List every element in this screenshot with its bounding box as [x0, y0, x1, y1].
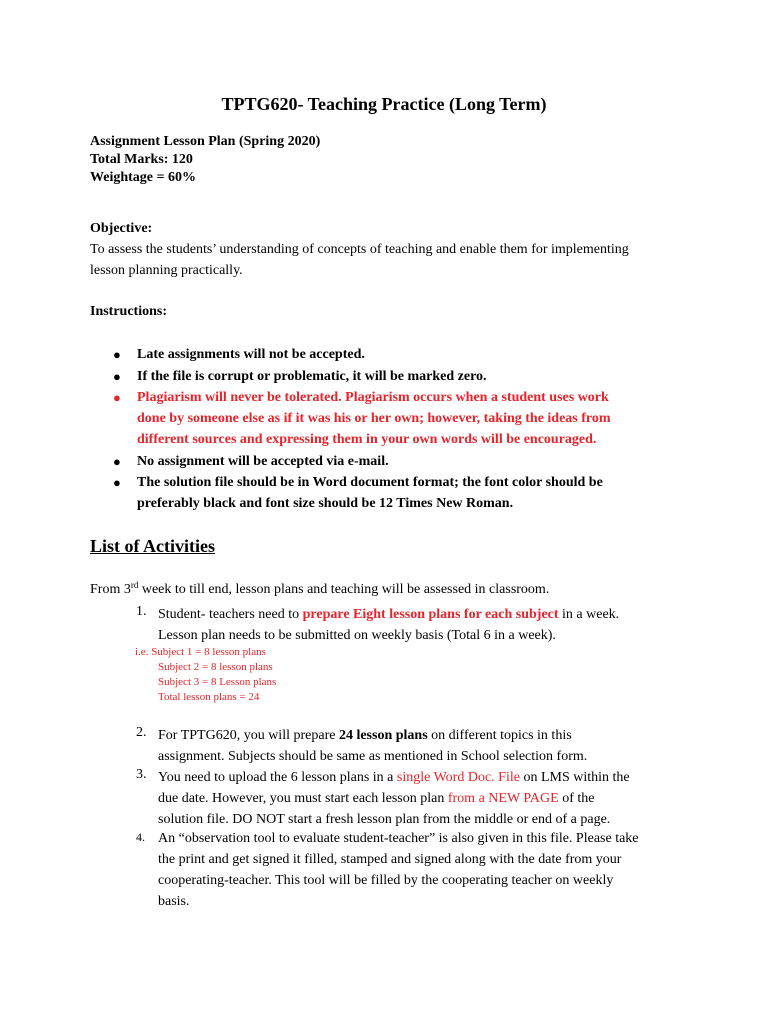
total-marks: Total Marks: 120 [90, 152, 193, 167]
activity-1-line-1 [158, 604, 619, 625]
activity-3-text-2-end: of the [558, 791, 595, 806]
bullet-icon: ● [113, 475, 121, 490]
bullet-icon: ● [113, 369, 121, 384]
instruction-item-2: If the file is corrupt or problematic, it will be marked zero. [137, 369, 487, 384]
instruction-item-3-line-1: Plagiarism will never be tolerated. Plagiarism occurs when a student uses work [137, 390, 609, 405]
activity-4-line-4: basis. [158, 894, 190, 909]
objective-heading: Objective: [90, 221, 153, 236]
intro-superscript: rd [130, 580, 139, 590]
activity-4-line-2: the print and get signed it filled, stamped and signed along with the date from your [158, 852, 622, 867]
activities-intro [90, 582, 549, 598]
objective-line-1: To assess the students’ understanding of concepts of teaching and enable them for implementing [90, 242, 629, 257]
instruction-item-5-line-2: preferably black and font size should be 12 Times New Roman. [137, 496, 514, 511]
activity-2-line-2: assignment. Subjects should be same as mentioned in School selection form. [158, 749, 588, 764]
activity-1-highlight: prepare Eight lesson plans for each subject [302, 607, 559, 622]
activity-2-bold: 24 lesson plans [338, 728, 428, 743]
activity-1-line-2: Lesson plan needs to be submitted on weekly basis (Total 6 in a week). [158, 628, 556, 643]
activity-number-2: 2. [136, 725, 147, 740]
instructions-heading: Instructions: [90, 304, 168, 319]
bullet-icon: ● [113, 347, 121, 362]
intro-post: week to till end, lesson plans and teaching will be assessed in classroom. [138, 582, 550, 597]
activity-3-text: You need to upload the 6 lesson plans in a [158, 770, 397, 785]
subject-breakdown-1: i.e. Subject 1 = 8 lesson plans [135, 646, 266, 658]
activity-number-3: 3. [136, 767, 147, 782]
intro-pre: From 3 [90, 582, 131, 597]
subject-breakdown-3: Subject 3 = 8 Lesson plans [158, 676, 277, 688]
activity-number-1: 1. [136, 604, 147, 619]
instruction-item-5-line-1: The solution file should be in Word document format; the font color should be [137, 475, 603, 490]
instruction-item-3-line-3: different sources and expressing them in your own words will be encouraged. [137, 432, 597, 447]
instruction-item-4: No assignment will be accepted via e-mail. [137, 454, 389, 469]
activity-3-line-1 [158, 767, 630, 788]
activity-3-highlight-2: from a NEW PAGE [447, 791, 559, 806]
objective-line-2: lesson planning practically. [90, 263, 243, 278]
activity-1-text-end: in a week. [558, 607, 620, 622]
activity-3-highlight: single Word Doc. File [396, 770, 520, 785]
activity-4-line-1: An “observation tool to evaluate student-teacher” is also given in this file. Please take [158, 831, 639, 846]
weightage: Weightage = 60% [90, 170, 196, 185]
bullet-icon: ● [113, 454, 121, 469]
activity-3-line-2 [158, 788, 594, 809]
instruction-item-3-line-2: done by someone else as if it was his or her own; however, taking the ideas from [137, 411, 611, 426]
activities-heading: List of Activities [90, 536, 215, 556]
bullet-icon: ● [113, 390, 121, 405]
activity-2-text: For TPTG620, you will prepare [158, 728, 339, 743]
activity-3-text-end: on LMS within the [519, 770, 630, 785]
activity-number-4: 4. [136, 830, 145, 844]
activity-4-line-3: cooperating-teacher. This tool will be filled by the cooperating teacher on weekly [158, 873, 614, 888]
assignment-label: Assignment Lesson Plan (Spring 2020) [90, 134, 321, 149]
document-title: TPTG620- Teaching Practice (Long Term) [221, 94, 547, 114]
activity-2-text-end: on different topics in this [427, 728, 572, 743]
instruction-item-1: Late assignments will not be accepted. [137, 347, 365, 362]
subject-breakdown-total: Total lesson plans = 24 [158, 691, 260, 703]
activity-3-line-3: solution file. DO NOT start a fresh lesson plan from the middle or end of a page. [158, 812, 611, 827]
subject-breakdown-2: Subject 2 = 8 lesson plans [158, 661, 273, 673]
activity-2-line-1 [158, 725, 572, 746]
activity-3-text-2: due date. However, you must start each lesson plan [158, 791, 448, 806]
activity-1-text: Student- teachers need to [158, 607, 303, 622]
